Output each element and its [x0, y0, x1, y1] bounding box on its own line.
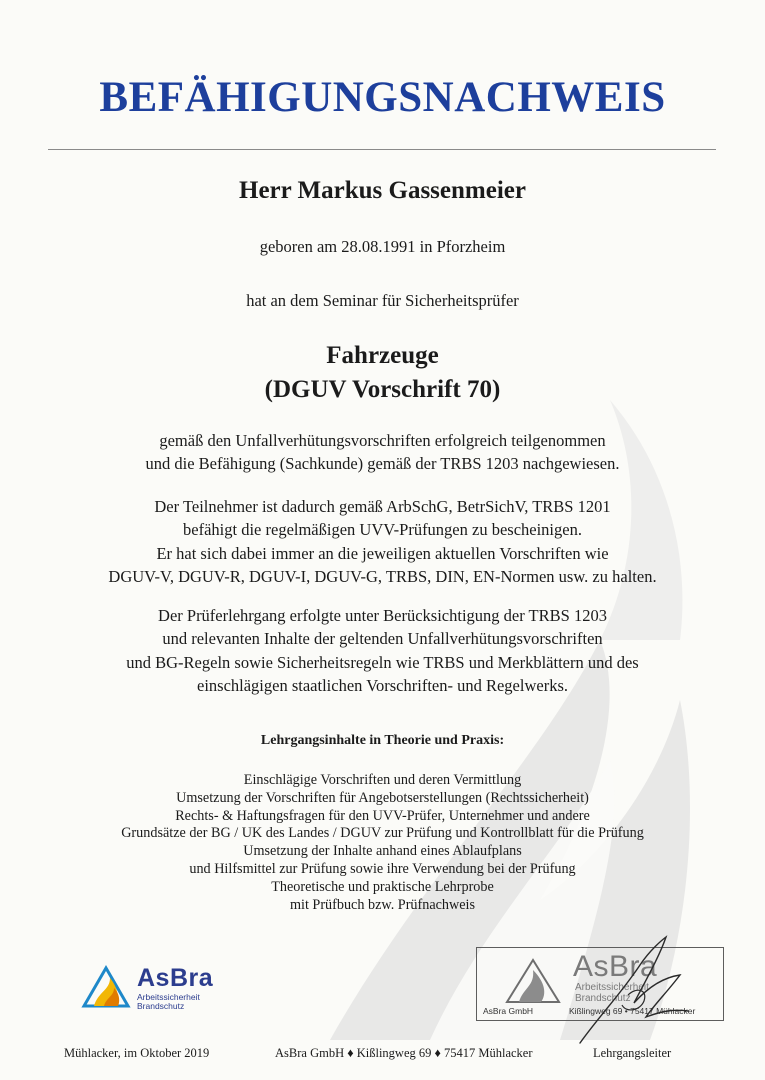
paragraph-authorization — [0, 495, 765, 588]
stamp-brand-name: AsBra — [573, 950, 658, 983]
stamp-flame-icon — [503, 956, 563, 1004]
stamp-subtitle-1: Arbeitssicherheit — [575, 982, 649, 993]
handwritten-signature — [570, 925, 700, 1045]
paragraph-line: Der Prüferlehrgang erfolgte unter Berücksichtigung der TRBS 1203 — [158, 606, 607, 625]
contents-item: Umsetzung der Inhalte anhand eines Ablaufplans — [243, 843, 522, 860]
contents-item: Einschlägige Vorschriften und deren Vermittlung — [243, 772, 522, 788]
paragraph-line: und BG-Regeln sowie Sicherheitsregeln wie TRBS und Merkblättern und des — [126, 652, 639, 672]
paragraph-line: Der Teilnehmer ist dadurch gemäß ArbSchG, BetrSichV, TRBS 1201 — [154, 497, 611, 516]
contents-item: Rechts- & Haftungsfragen für den UVV-Prüfer, Unternehmer und andere — [175, 807, 590, 824]
birth-line: geboren am 28.08.1991 in Pforzheim — [259, 237, 506, 256]
paragraph-line: DGUV-V, DGUV-R, DGUV-I, DGUV-G, TRBS, DIN, EN-Normen usw. zu halten. — [108, 566, 657, 586]
brand-subtitle-1: Arbeitssicherheit — [137, 992, 200, 1002]
contents-item: Grundsätze der BG / UK des Landes / DGUV zur Prüfung und Kontrollblatt für die Prüfung — [121, 825, 644, 842]
stamp-subtitle-2: Brandschutz — [575, 993, 631, 1004]
paragraph-line: gemäß den Unfallverhütungsvorschriften erfolgreich teilgenommen — [159, 431, 606, 450]
paragraph-line: und die Befähigung (Sachkunde) gemäß der TRBS 1203 nachgewiesen. — [145, 454, 620, 474]
contents-list — [0, 772, 765, 914]
course-regulation: (DGUV Vorschrift 70) — [264, 376, 501, 403]
contents-item: und Hilfsmittel zur Prüfung sowie ihre Verwendung bei der Prüfung — [189, 860, 576, 877]
paragraph-completion — [0, 429, 765, 476]
footer-signatory: Lehrgangsleiter — [593, 1046, 672, 1060]
recipient-name: Herr Markus Gassenmeier — [239, 177, 526, 204]
paragraph-line: Er hat sich dabei immer an die jeweiligen aktuellen Vorschriften wie — [156, 543, 609, 563]
stamp-company: AsBra GmbH — [483, 1006, 534, 1016]
seminar-line: hat an dem Seminar für Sicherheitsprüfer — [246, 291, 519, 310]
footer-place-date: Mühlacker, im Oktober 2019 — [64, 1046, 210, 1060]
course-title: Fahrzeuge — [326, 342, 439, 369]
paragraph-line: einschlägigen staatlichen Vorschriften- und Regelwerks. — [197, 675, 568, 695]
brand-name: AsBra — [137, 964, 214, 992]
contents-item: Umsetzung der Vorschriften für Angebotserstellungen (Rechtssicherheit) — [176, 789, 589, 806]
contents-item: Theoretische und praktische Lehrprobe — [271, 878, 494, 895]
stamp-address: Kißlingweg 69 • 75417 Mühlacker — [569, 1006, 696, 1016]
brand-subtitle-2: Brandschutz — [137, 1001, 185, 1011]
paragraph-line: und relevanten Inhalte der geltenden Unfallverhütungsvorschriften — [162, 629, 603, 649]
footer-address: AsBra GmbH ♦ Kißlingweg 69 ♦ 75417 Mühlacker — [275, 1046, 533, 1060]
paragraph-line: befähigt die regelmäßigen UVV-Prüfungen zu bescheinigen. — [183, 520, 582, 540]
title-divider — [48, 149, 716, 150]
contents-item: mit Prüfbuch bzw. Prüfnachweis — [289, 896, 476, 913]
certificate-title: BEFÄHIGUNGSNACHWEIS — [99, 74, 666, 121]
contents-heading: Lehrgangsinhalte in Theorie und Praxis: — [260, 733, 505, 748]
paragraph-course-basis — [0, 604, 765, 697]
